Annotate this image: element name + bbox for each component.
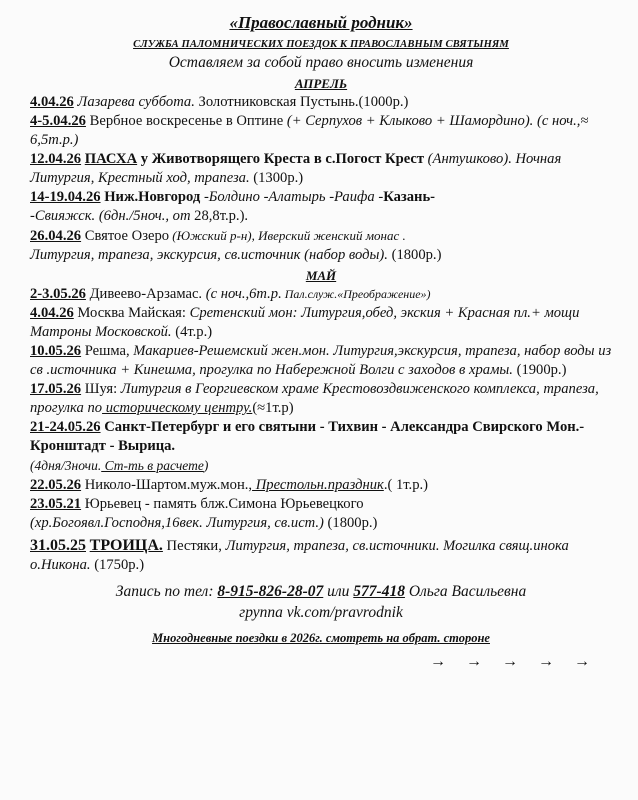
trip-text: Престольн.праздник (252, 477, 384, 493)
trip-text: (4дня/3ночи. (30, 458, 102, 473)
multiday-trips-note: Многодневные поездки в 2026г. смотреть на обрат. стороне (152, 631, 490, 645)
trip-text: Шуя: (81, 381, 118, 397)
trip-price: (≈1т.р) (252, 400, 294, 416)
contact-separator: или (323, 583, 354, 600)
trip-date: 4.04.26 (30, 94, 74, 110)
trip-entry (30, 188, 612, 226)
phone-number-landline[interactable]: 577-418 (353, 583, 405, 600)
trip-entry (30, 536, 612, 575)
trip-text: Макариев-Решемский жен.мон. Литургия,экскурсия, трапеза, набор воды из св .источника + Кинешма, прогулка по Набережной Волги с заходов в храмы. (30, 343, 612, 378)
trip-date: 2-3.05.26 (30, 286, 86, 302)
trip-date: 26.04.26 (30, 228, 82, 244)
trip-date: 21-24.05.26 (30, 419, 101, 435)
trip-entry (30, 380, 612, 418)
trip-price: (1900р.) (512, 362, 567, 378)
trip-entry (30, 112, 612, 150)
trip-text: Литургия, трапеза, экскурсия, св.источник (набор воды). (30, 247, 388, 263)
trip-date: 17.05.26 (30, 381, 82, 397)
changes-notice: Оставляем за собой право вносить изменения (168, 54, 474, 71)
phone-number-mobile[interactable]: 8-915-826-28-07 (217, 583, 324, 600)
trip-entry (30, 93, 612, 112)
trip-text: Пал.служ.«Преображение») (281, 287, 431, 301)
trip-entry (30, 495, 612, 533)
contact-info (30, 581, 612, 623)
trip-entry (30, 304, 612, 342)
trip-price: (1800р.) (387, 247, 442, 263)
trip-text: (Южский р-н), Иверский женский монас . (169, 228, 406, 243)
trip-text: (Антушково). Ночная Литургия, Крестный ход, трапеза. (30, 151, 562, 186)
trip-text: Дивеево-Арзамас. (85, 286, 203, 302)
trip-text: Юрьевец - память блж.Симона Юрьевецкого (81, 496, 364, 512)
flyer-title: «Православный родник» (229, 13, 413, 32)
trip-text: Ст-ть в расчете (101, 458, 204, 473)
trip-entry (30, 476, 612, 495)
trip-text: Решма, (81, 343, 130, 359)
arrow-row: → → → → → (430, 653, 598, 670)
month-heading-may: МАЙ (305, 268, 337, 283)
trip-date: 4-5.04.26 (30, 113, 86, 129)
trip-text: ) (203, 458, 209, 473)
trip-text: -Свияжск. (6дн./5ноч., от (30, 208, 191, 224)
trip-entry (30, 226, 612, 265)
trip-text: у Животворящего Креста в с.Погост Крест (137, 151, 425, 167)
trip-date: 4.04.26 (30, 305, 74, 321)
trip-text: Золотниковская Пустынь.(1000р.) (194, 94, 409, 110)
vk-group-link[interactable]: группа vk.com/pravrodnik (239, 604, 403, 621)
trip-text: Ниж.Новгород (100, 189, 201, 205)
trip-date: 31.05.25 (30, 537, 86, 554)
trip-date: 23.05.21 (30, 496, 82, 512)
contact-name: Ольга Васильевна (404, 583, 527, 600)
trip-text: Николо-Шартом.муж.мон., (81, 477, 253, 493)
trip-text: Вербное воскресенье в Оптине (85, 113, 284, 129)
trip-text: Святое Озеро (81, 228, 170, 244)
trip-entry (30, 285, 612, 304)
trip-price: (1300р.) (249, 170, 304, 186)
trip-text: (+ Серпухов + Клыково + Шамордино). (с ноч.,≈ 6,5т.р.) (30, 113, 589, 148)
trip-entry (30, 150, 612, 188)
trinity-label: ТРОИЦА. (89, 537, 163, 554)
month-heading-april: АПРЕЛЬ (294, 76, 348, 91)
trip-price: 28,8т.р.). (190, 208, 249, 224)
trip-date: 14-19.04.26 (30, 189, 101, 205)
trip-text: Казань- (383, 189, 436, 205)
trip-text: (хр.Богоявл.Господня,16век. Литургия, св.ист.) (30, 515, 324, 531)
trip-text: Пестяки, (162, 538, 222, 554)
trip-text: Лазарева суббота. (73, 94, 195, 110)
trip-entry (30, 342, 612, 380)
contact-label: Запись по тел: (115, 583, 214, 600)
trip-text: Санкт-Петербург и его святыни - Тихвин - Александра Свирского Мон.- Кронштадт - Вырица. (30, 419, 585, 454)
trip-date: 22.05.26 (30, 477, 82, 493)
trip-price: (4т.р.) (171, 324, 213, 340)
trip-text: Москва Майская: (73, 305, 186, 321)
trip-text: Литургия в Георгиевском храме Крестовоздвиженского комплекса, трапеза, прогулка по (30, 381, 599, 416)
trip-price: (1750р.) (90, 557, 145, 573)
trip-text: -Болдино -Алатырь -Раифа - (200, 189, 384, 205)
pascha-label: ПАСХА (84, 151, 138, 167)
trip-text: Литургия, трапеза, св.источники. Могилка свящ.инока о.Никона. (30, 538, 569, 573)
trip-text: (с ноч.,6т.р. (202, 286, 282, 302)
trip-text: историческому центру. (102, 400, 253, 416)
trip-text: Сретенский мон: Литургия,обед, экския + Красная пл.+ мощи Матроны Московской. (30, 305, 580, 340)
flyer-subtitle: СЛУЖБА ПАЛОМНИЧЕСКИХ ПОЕЗДОК К ПРАВОСЛАВНЫМ СВЯТЫНЯМ (133, 39, 509, 50)
trip-price: .( 1т.р.) (383, 477, 429, 493)
trip-date: 12.04.26 (30, 151, 82, 167)
trip-price: (1800р.) (323, 515, 378, 531)
trip-entry (30, 418, 612, 476)
trip-date: 10.05.26 (30, 343, 82, 359)
